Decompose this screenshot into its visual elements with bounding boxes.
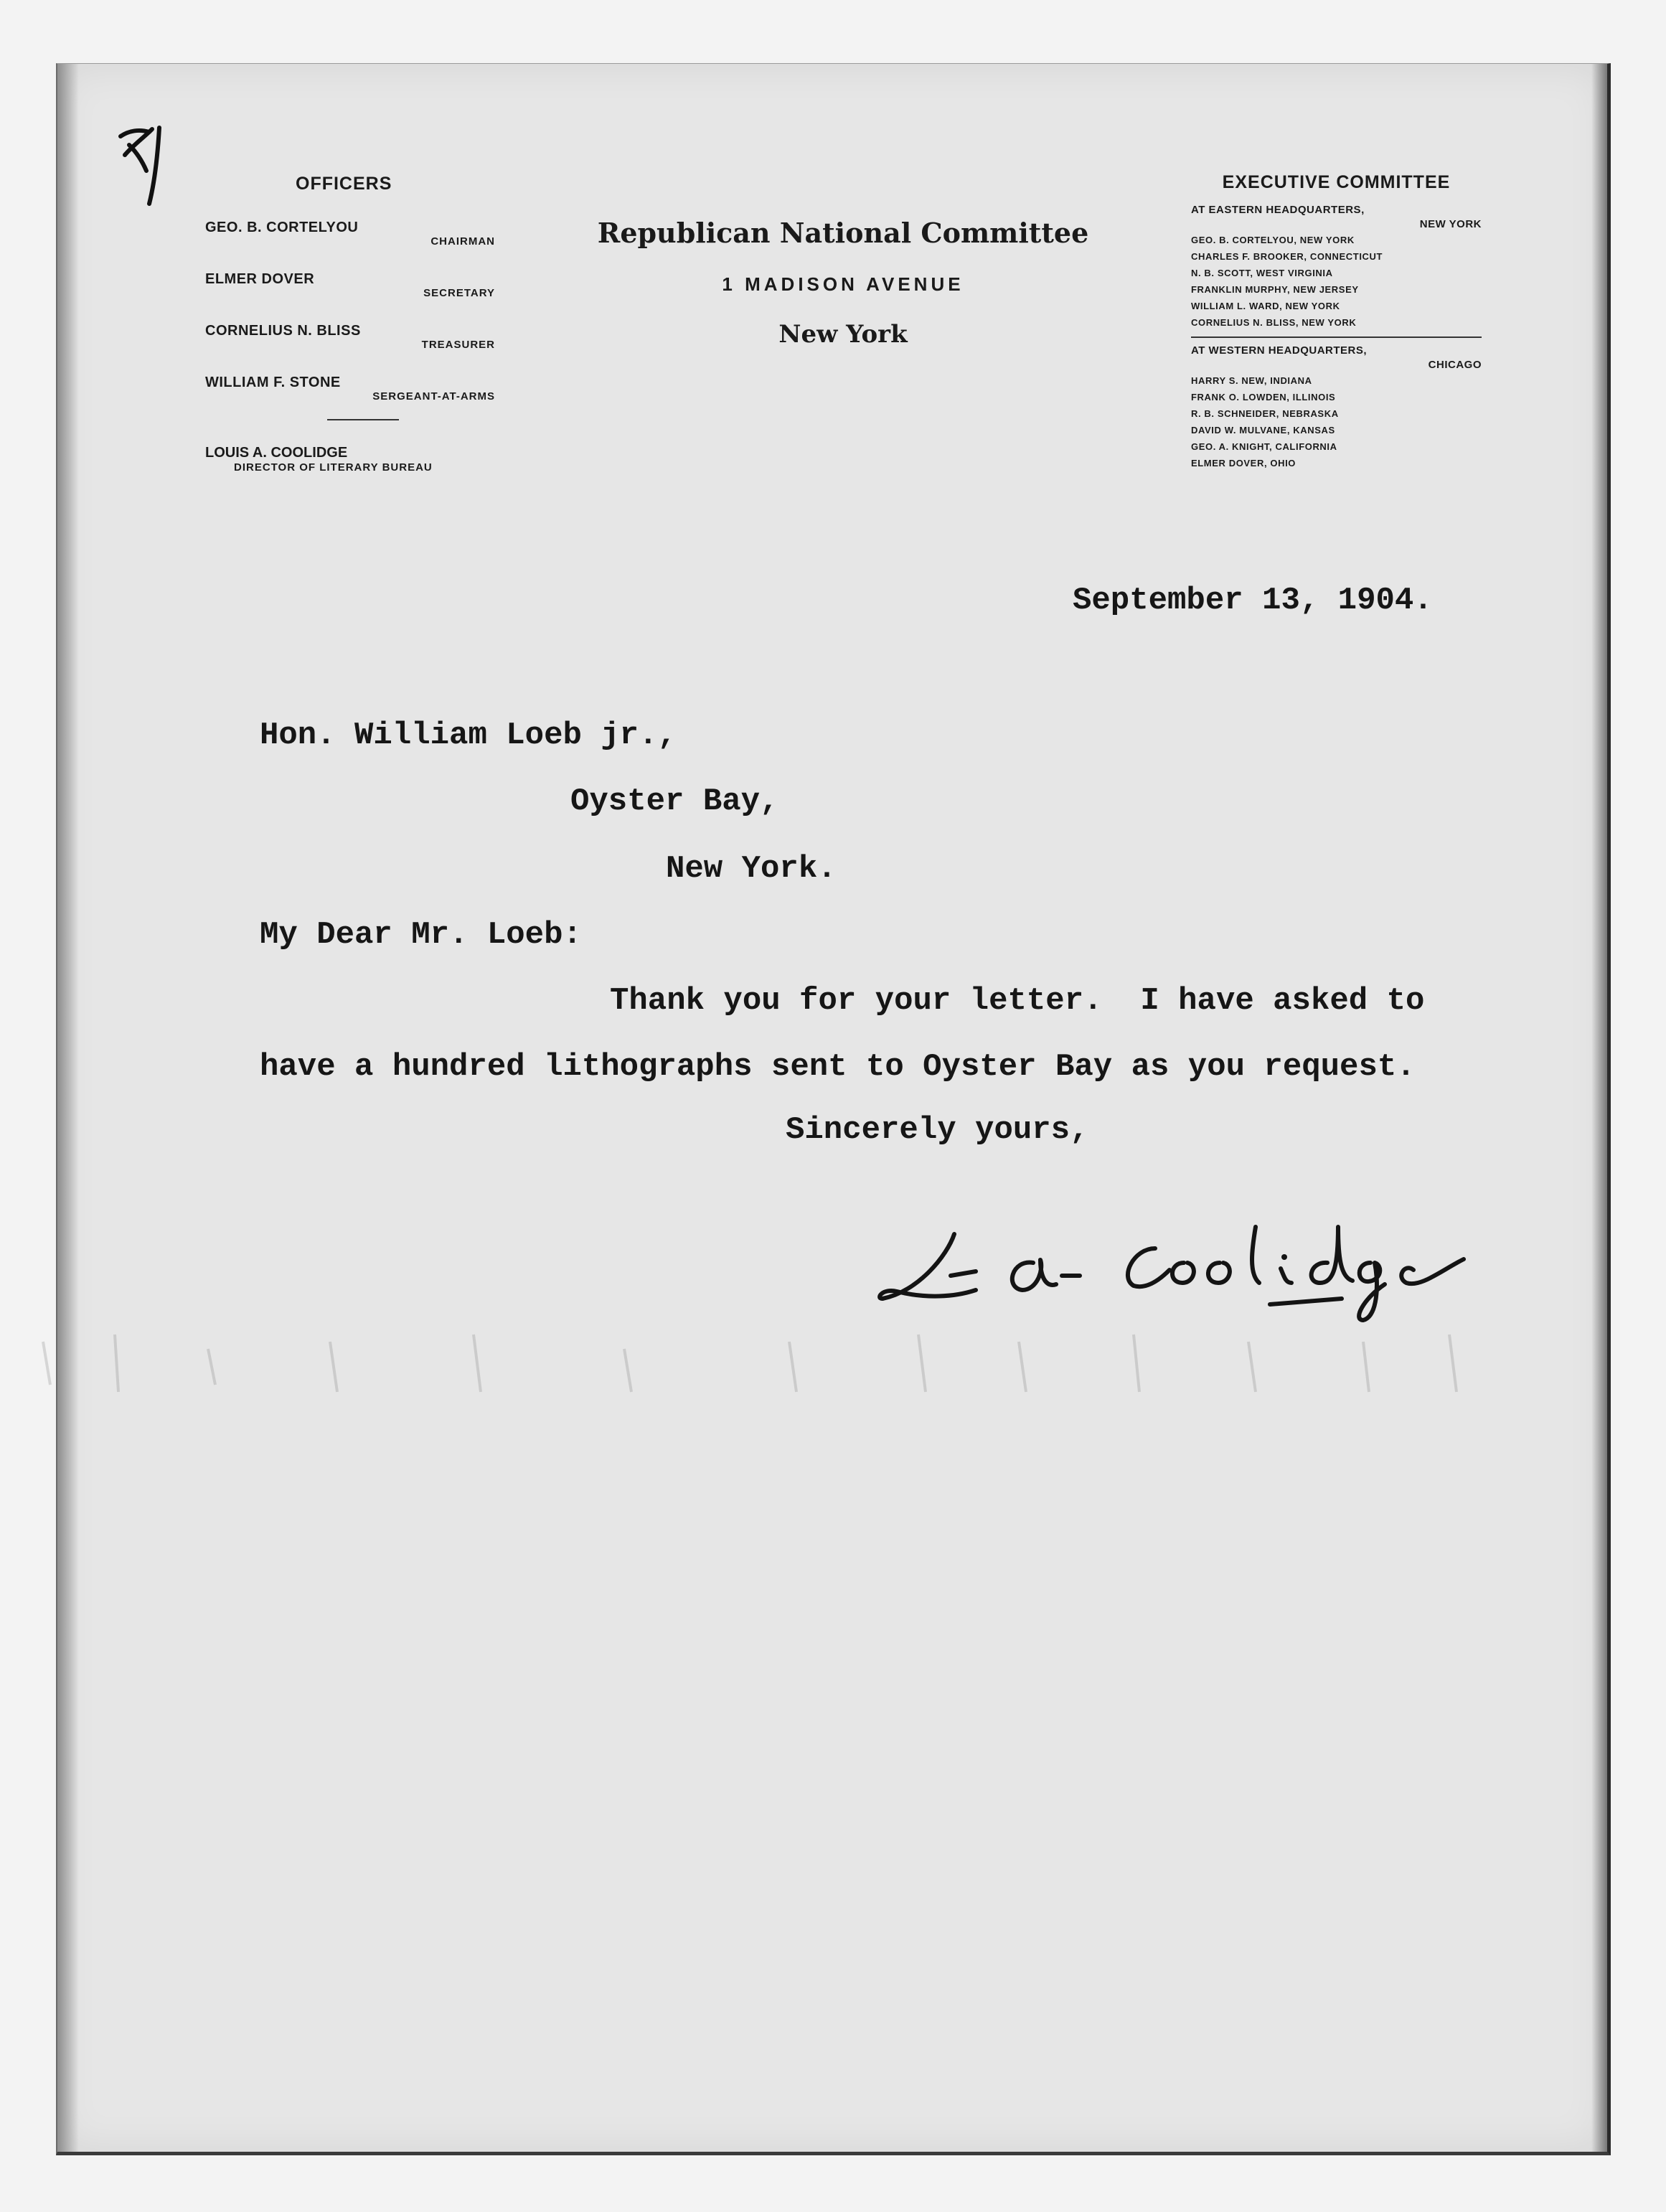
committee-member: FRANK O. LOWDEN, ILLINOIS	[1191, 392, 1336, 403]
committee-member: CORNELIUS N. BLISS, NEW YORK	[1191, 317, 1357, 328]
organization-address: 1 MADISON AVENUE	[722, 273, 964, 295]
officer-entry	[205, 323, 514, 363]
officer-name: ELMER DOVER	[205, 271, 315, 287]
committee-member: CHARLES F. BROOKER, CONNECTICUT	[1191, 251, 1383, 262]
director-role: DIRECTOR OF LITERARY BUREAU	[234, 461, 433, 474]
body-line: Thank you for your letter. I have asked to	[610, 983, 1425, 1019]
salutation: My Dear Mr. Loeb:	[260, 917, 582, 953]
committee-member: N. B. SCOTT, WEST VIRGINIA	[1191, 268, 1333, 278]
handwritten-mark	[115, 123, 172, 206]
closing: Sincerely yours,	[786, 1112, 1089, 1148]
western-members	[1191, 372, 1482, 471]
organization-city: New York	[778, 320, 908, 349]
officer-entry	[205, 271, 514, 311]
committee-member: DAVID W. MULVANE, KANSAS	[1191, 425, 1335, 436]
officers-divider	[327, 419, 399, 420]
executive-committee	[1191, 172, 1482, 471]
letter-date: September 13, 1904.	[1073, 583, 1433, 618]
committee-member: HARRY S. NEW, INDIANA	[1191, 375, 1312, 386]
page-edge-shadow	[1591, 64, 1607, 2152]
recipient-address-line: Oyster Bay,	[570, 783, 779, 819]
committee-member: GEO. A. KNIGHT, CALIFORNIA	[1191, 441, 1337, 452]
committee-member: R. B. SCHNEIDER, NEBRASKA	[1191, 408, 1339, 419]
committee-member: FRANKLIN MURPHY, NEW JERSEY	[1191, 284, 1359, 295]
executive-divider	[1191, 336, 1482, 338]
committee-member: ELMER DOVER, OHIO	[1191, 458, 1296, 469]
officer-entry	[205, 220, 514, 260]
officer-name: CORNELIUS N. BLISS	[205, 323, 361, 339]
letterhead	[560, 217, 1126, 349]
organization-name: Republican National Committee	[597, 217, 1089, 249]
officer-role: SECRETARY	[423, 287, 495, 299]
bleed-through-marks	[29, 1313, 1514, 1413]
officer-role: SERGEANT-AT-ARMS	[372, 390, 495, 403]
officer-role: TREASURER	[421, 339, 495, 351]
western-hq-label: AT WESTERN HEADQUARTERS,	[1191, 344, 1368, 357]
officer-name: GEO. B. CORTELYOU	[205, 220, 359, 235]
recipient-address-line: New York.	[666, 851, 837, 887]
executive-heading: EXECUTIVE COMMITTEE	[1222, 172, 1451, 192]
page-edge-shadow	[57, 64, 79, 2152]
officer-name: WILLIAM F. STONE	[205, 375, 341, 390]
committee-member: WILLIAM L. WARD, NEW YORK	[1191, 301, 1340, 311]
eastern-members	[1191, 232, 1482, 331]
director-name: LOUIS A. COOLIDGE	[205, 445, 348, 461]
officers-heading: OFFICERS	[296, 174, 392, 194]
officer-role: CHAIRMAN	[430, 235, 495, 248]
eastern-hq-city: NEW YORK	[1419, 218, 1482, 230]
recipient-name: Hon. William Loeb jr.,	[260, 717, 677, 753]
body-line: have a hundred lithographs sent to Oyster Bay as you request.	[260, 1049, 1416, 1085]
western-hq-city: CHICAGO	[1428, 359, 1482, 371]
eastern-hq-label: AT EASTERN HEADQUARTERS,	[1191, 204, 1365, 216]
committee-member: GEO. B. CORTELYOU, NEW YORK	[1191, 235, 1355, 245]
officer-entry	[205, 375, 514, 415]
